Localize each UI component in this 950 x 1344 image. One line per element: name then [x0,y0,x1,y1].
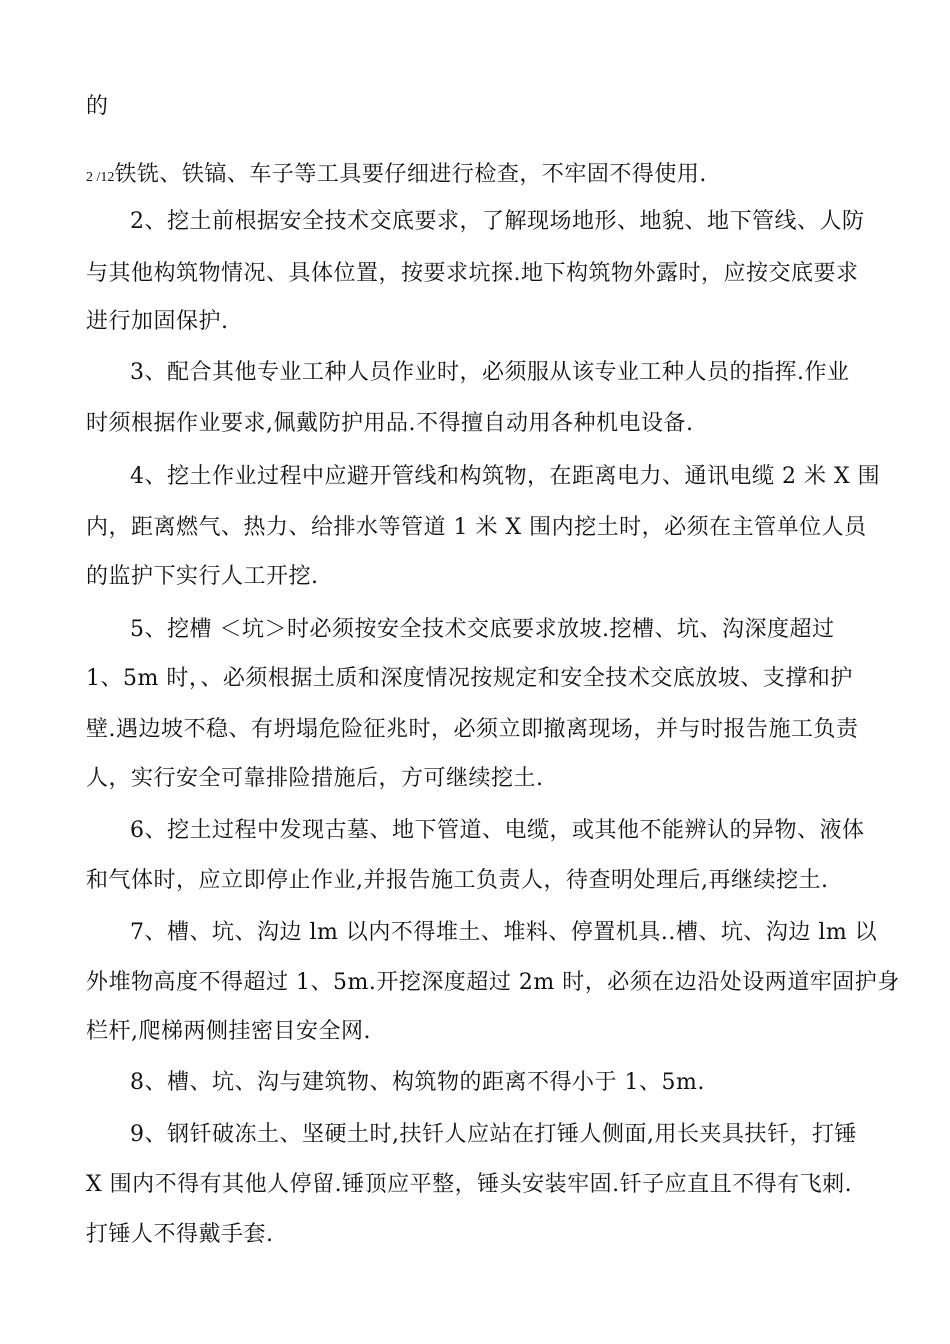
paragraph-9-line: 9、钢钎破冻土、坚硬土时,扶钎人应站在打锤人侧面,用长夹具扶钎，打锤 [130,1122,857,1147]
paragraph-2-line: 2、挖土前根据安全技术交底要求，了解现场地形、地貌、地下管线、人防 [130,209,865,234]
paragraph-8-line: 8、槽、坑、沟与建筑物、构筑物的距离不得小于 1、5m. [130,1070,705,1095]
paragraph-7-line: 栏杆,爬梯两侧挂密目安全网. [86,1019,371,1044]
paragraph-4-line: 的监护下实行人工开挖. [86,564,319,589]
paragraph-5-line: 5、挖槽 ＜坑＞时必须按安全技术交底要求放坡.挖槽、坑、沟深度超过 [130,617,835,642]
text-line: 的 [86,94,109,119]
paragraph-9-line: 打锤人不得戴手套. [86,1222,274,1247]
paragraph-3-line: 时须根据作业要求,佩戴防护用品.不得擅自动用各种机电设备. [86,411,694,436]
paragraph-4-line: 内，距离燃气、热力、给排水等管道 1 米 X 围内挖土时，必须在主管单位人员 [86,515,867,540]
paragraph-7-line: 外堆物高度不得超过 1、5m.开挖深度超过 2m 时，必须在边沿处设两道牢固护身 [86,970,900,995]
paragraph-6-line: 6、挖土过程中发现古墓、地下管道、电缆，或其他不能辨认的异物、液体 [130,818,865,843]
paragraph-6-line: 和气体时，应立即停止作业,并报告施工负责人，待查明处理后,再继续挖土. [86,868,829,893]
paragraph-5-line: 1、5m 时，、必须根据土质和深度情况按规定和安全技术交底放坡、支撑和护 [86,666,853,691]
paragraph-2-line: 与其他构筑物情况、具体位置，按要求坑探.地下构筑物外露时，应按交底要求 [86,261,859,286]
paragraph-2-line: 进行加固保护. [86,309,229,334]
text-line-with-page-number [86,160,876,193]
paragraph-3-line: 3、配合其他专业工种人员作业时，必须服从该专业工种人员的指挥.作业 [130,360,850,385]
paragraph-5-line: 壁.遇边坡不稳、有坍塌危险征兆时，必须立即撤离现场，并与时报告施工负责 [86,717,859,742]
paragraph-5-line: 人，实行安全可靠排险措施后，方可继续挖土. [86,766,544,791]
paragraph-4-line: 4、挖土作业过程中应避开管线和构筑物，在距离电力、通讯电缆 2 米 X 围 [130,464,881,489]
paragraph-7-line: 7、槽、坑、沟边 lm 以内不得堆土、堆料、停置机具..槽、坑、沟边 lm 以 [130,920,878,945]
paragraph-9-line: X 围内不得有其他人停留.锤顶应平整，锤头安装牢固.钎子应直且不得有飞刺. [86,1172,853,1197]
page-number: 2 /12 [86,170,115,185]
text-line: 铁铣、铁镐、车子等工具要仔细进行检查，不牢固不得使用. [114,162,707,187]
